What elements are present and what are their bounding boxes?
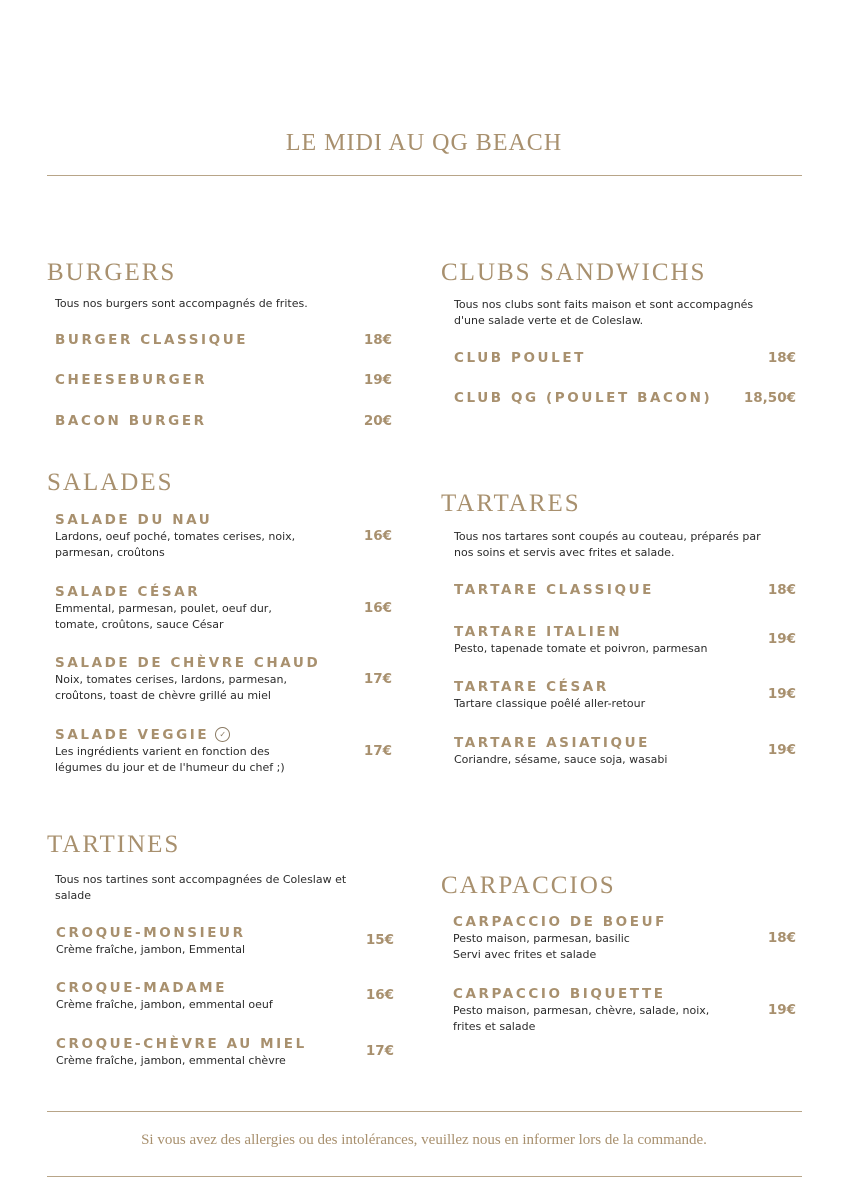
- menu-item: [454, 679, 796, 712]
- menu-item: [454, 350, 796, 367]
- item-name: TARTARE ASIATIQUE: [454, 735, 651, 751]
- salades-section: [47, 468, 397, 783]
- menu-item: [55, 372, 392, 389]
- item-name: CROQUE-MONSIEUR: [56, 925, 246, 941]
- item-description: tomate, croûtons, sauce César: [55, 617, 224, 631]
- item-description: Crème fraîche, jambon, Emmental: [56, 943, 246, 956]
- item-price: 16€: [363, 528, 392, 544]
- section-title-tartines: TARTINES: [47, 831, 181, 858]
- section-title-tartares: TARTARES: [441, 490, 581, 517]
- item-name: CLUB POULET: [454, 350, 586, 366]
- item-price: 18€: [767, 930, 796, 946]
- item-description: Tartare classique poêlé aller-retour: [454, 697, 646, 710]
- item-price: 17€: [363, 671, 392, 687]
- clubs-section: [441, 258, 796, 418]
- tartines-intro-line-1: Tous nos tartines sont accompagnées de Coleslaw et: [55, 873, 347, 886]
- item-price: 19€: [767, 631, 796, 647]
- menu-item: [55, 332, 392, 349]
- section-title-clubs: CLUBS SANDWICHS: [441, 259, 707, 286]
- carpaccios-section: [441, 871, 796, 1041]
- item-price: 16€: [365, 987, 394, 1003]
- item-price: 19€: [767, 686, 796, 702]
- clubs-intro-line-2: d'une salade verte et de Coleslaw.: [454, 313, 644, 327]
- item-description: Emmental, parmesan, poulet, oeuf dur,: [55, 602, 272, 615]
- menu-item: [56, 925, 394, 958]
- menu-item: [454, 390, 796, 407]
- item-name: TARTARE CLASSIQUE: [454, 582, 655, 598]
- tartares-intro-line-2: nos soins et servis avec frites et salade.: [454, 545, 675, 559]
- item-description: frites et salade: [453, 1019, 536, 1033]
- item-description: Noix, tomates cerises, lardons, parmesan,: [55, 673, 287, 686]
- item-price: 18€: [363, 332, 392, 348]
- item-price: 17€: [363, 743, 392, 759]
- menu-item: [454, 735, 796, 768]
- menu-item: [454, 582, 796, 599]
- footer-divider-top: [47, 1111, 802, 1112]
- item-price: 18,50€: [743, 390, 796, 406]
- section-title-carpaccios: CARPACCIOS: [441, 872, 616, 899]
- menu-item: [453, 914, 796, 962]
- item-name: CARPACCIO BIQUETTE: [453, 986, 666, 1002]
- item-description: parmesan, croûtons: [55, 545, 165, 559]
- item-name: BURGER CLASSIQUE: [55, 332, 249, 348]
- item-name: CHEESEBURGER: [55, 372, 208, 388]
- item-price: 19€: [767, 1002, 796, 1018]
- item-description: Pesto, tapenade tomate et poivron, parmesan: [454, 642, 708, 655]
- item-price: 17€: [365, 1043, 394, 1059]
- item-name: SALADE DE CHÈVRE CHAUD: [55, 655, 321, 671]
- item-price: 19€: [363, 372, 392, 388]
- menu-item: [56, 1036, 394, 1069]
- tartares-section: [441, 489, 796, 779]
- item-price: 18€: [767, 582, 796, 598]
- clubs-intro-line-1: Tous nos clubs sont faits maison et sont accompagnés: [454, 298, 754, 311]
- item-description: Crème fraîche, jambon, emmental chèvre: [56, 1054, 286, 1067]
- menu-item: [55, 413, 392, 430]
- item-price: 19€: [767, 742, 796, 758]
- item-price: 16€: [363, 600, 392, 616]
- item-description: Les ingrédients varient en fonction des: [55, 745, 270, 758]
- item-name: SALADE DU NAU: [55, 512, 213, 528]
- footer-divider-bottom: [47, 1176, 802, 1177]
- item-price: 18€: [767, 350, 796, 366]
- item-description: Pesto maison, parmesan, basilic: [453, 932, 630, 945]
- item-name: CROQUE-CHÈVRE AU MIEL: [56, 1036, 307, 1052]
- menu-item: [454, 624, 796, 657]
- menu-item: [55, 655, 392, 703]
- allergy-note: Si vous avez des allergies ou des intolérances, veuillez nous en informer lors de la commande.: [141, 1132, 707, 1148]
- item-name: CARPACCIO DE BOEUF: [453, 914, 667, 930]
- section-title-salades: SALADES: [47, 469, 174, 496]
- item-name-row: [55, 727, 392, 744]
- item-price: 15€: [365, 932, 394, 948]
- vegetarian-icon: ✓: [215, 727, 230, 742]
- item-name: CROQUE-MADAME: [56, 980, 228, 996]
- item-description: légumes du jour et de l'humeur du chef ;): [55, 760, 285, 774]
- item-name: TARTARE CÉSAR: [454, 679, 609, 695]
- menu-item: [55, 584, 392, 632]
- item-name: BACON BURGER: [55, 413, 207, 429]
- tartares-intro-line-1: Tous nos tartares sont coupés au couteau, préparés par: [454, 530, 761, 543]
- item-name: CLUB QG (POULET BACON): [454, 390, 713, 406]
- item-description: Servi avec frites et salade: [453, 947, 597, 961]
- item-description: Crème fraîche, jambon, emmental oeuf: [56, 998, 273, 1011]
- menu-item: [453, 986, 796, 1034]
- item-description: Lardons, oeuf poché, tomates cerises, noix,: [55, 530, 296, 543]
- item-description: Coriandre, sésame, sauce soja, wasabi: [454, 753, 668, 766]
- menu-item: [56, 980, 394, 1013]
- tartines-intro-line-2: salade: [55, 888, 92, 902]
- item-name: SALADE VEGGIE: [55, 727, 210, 743]
- burgers-section: [47, 258, 397, 433]
- header-divider: [47, 175, 802, 176]
- section-title-burgers: BURGERS: [47, 259, 177, 286]
- burgers-intro: Tous nos burgers sont accompagnés de frites.: [55, 297, 308, 310]
- menu-item: [55, 512, 392, 560]
- item-price: 20€: [363, 413, 392, 429]
- tartines-section: [47, 830, 399, 1075]
- menu-item: [55, 727, 392, 775]
- item-name: SALADE CÉSAR: [55, 584, 201, 600]
- item-name: TARTARE ITALIEN: [454, 624, 623, 640]
- item-description: croûtons, toast de chèvre grillé au miel: [55, 688, 271, 702]
- page-title: LE MIDI AU QG BEACH: [285, 130, 563, 156]
- item-description: Pesto maison, parmesan, chèvre, salade, noix,: [453, 1004, 710, 1017]
